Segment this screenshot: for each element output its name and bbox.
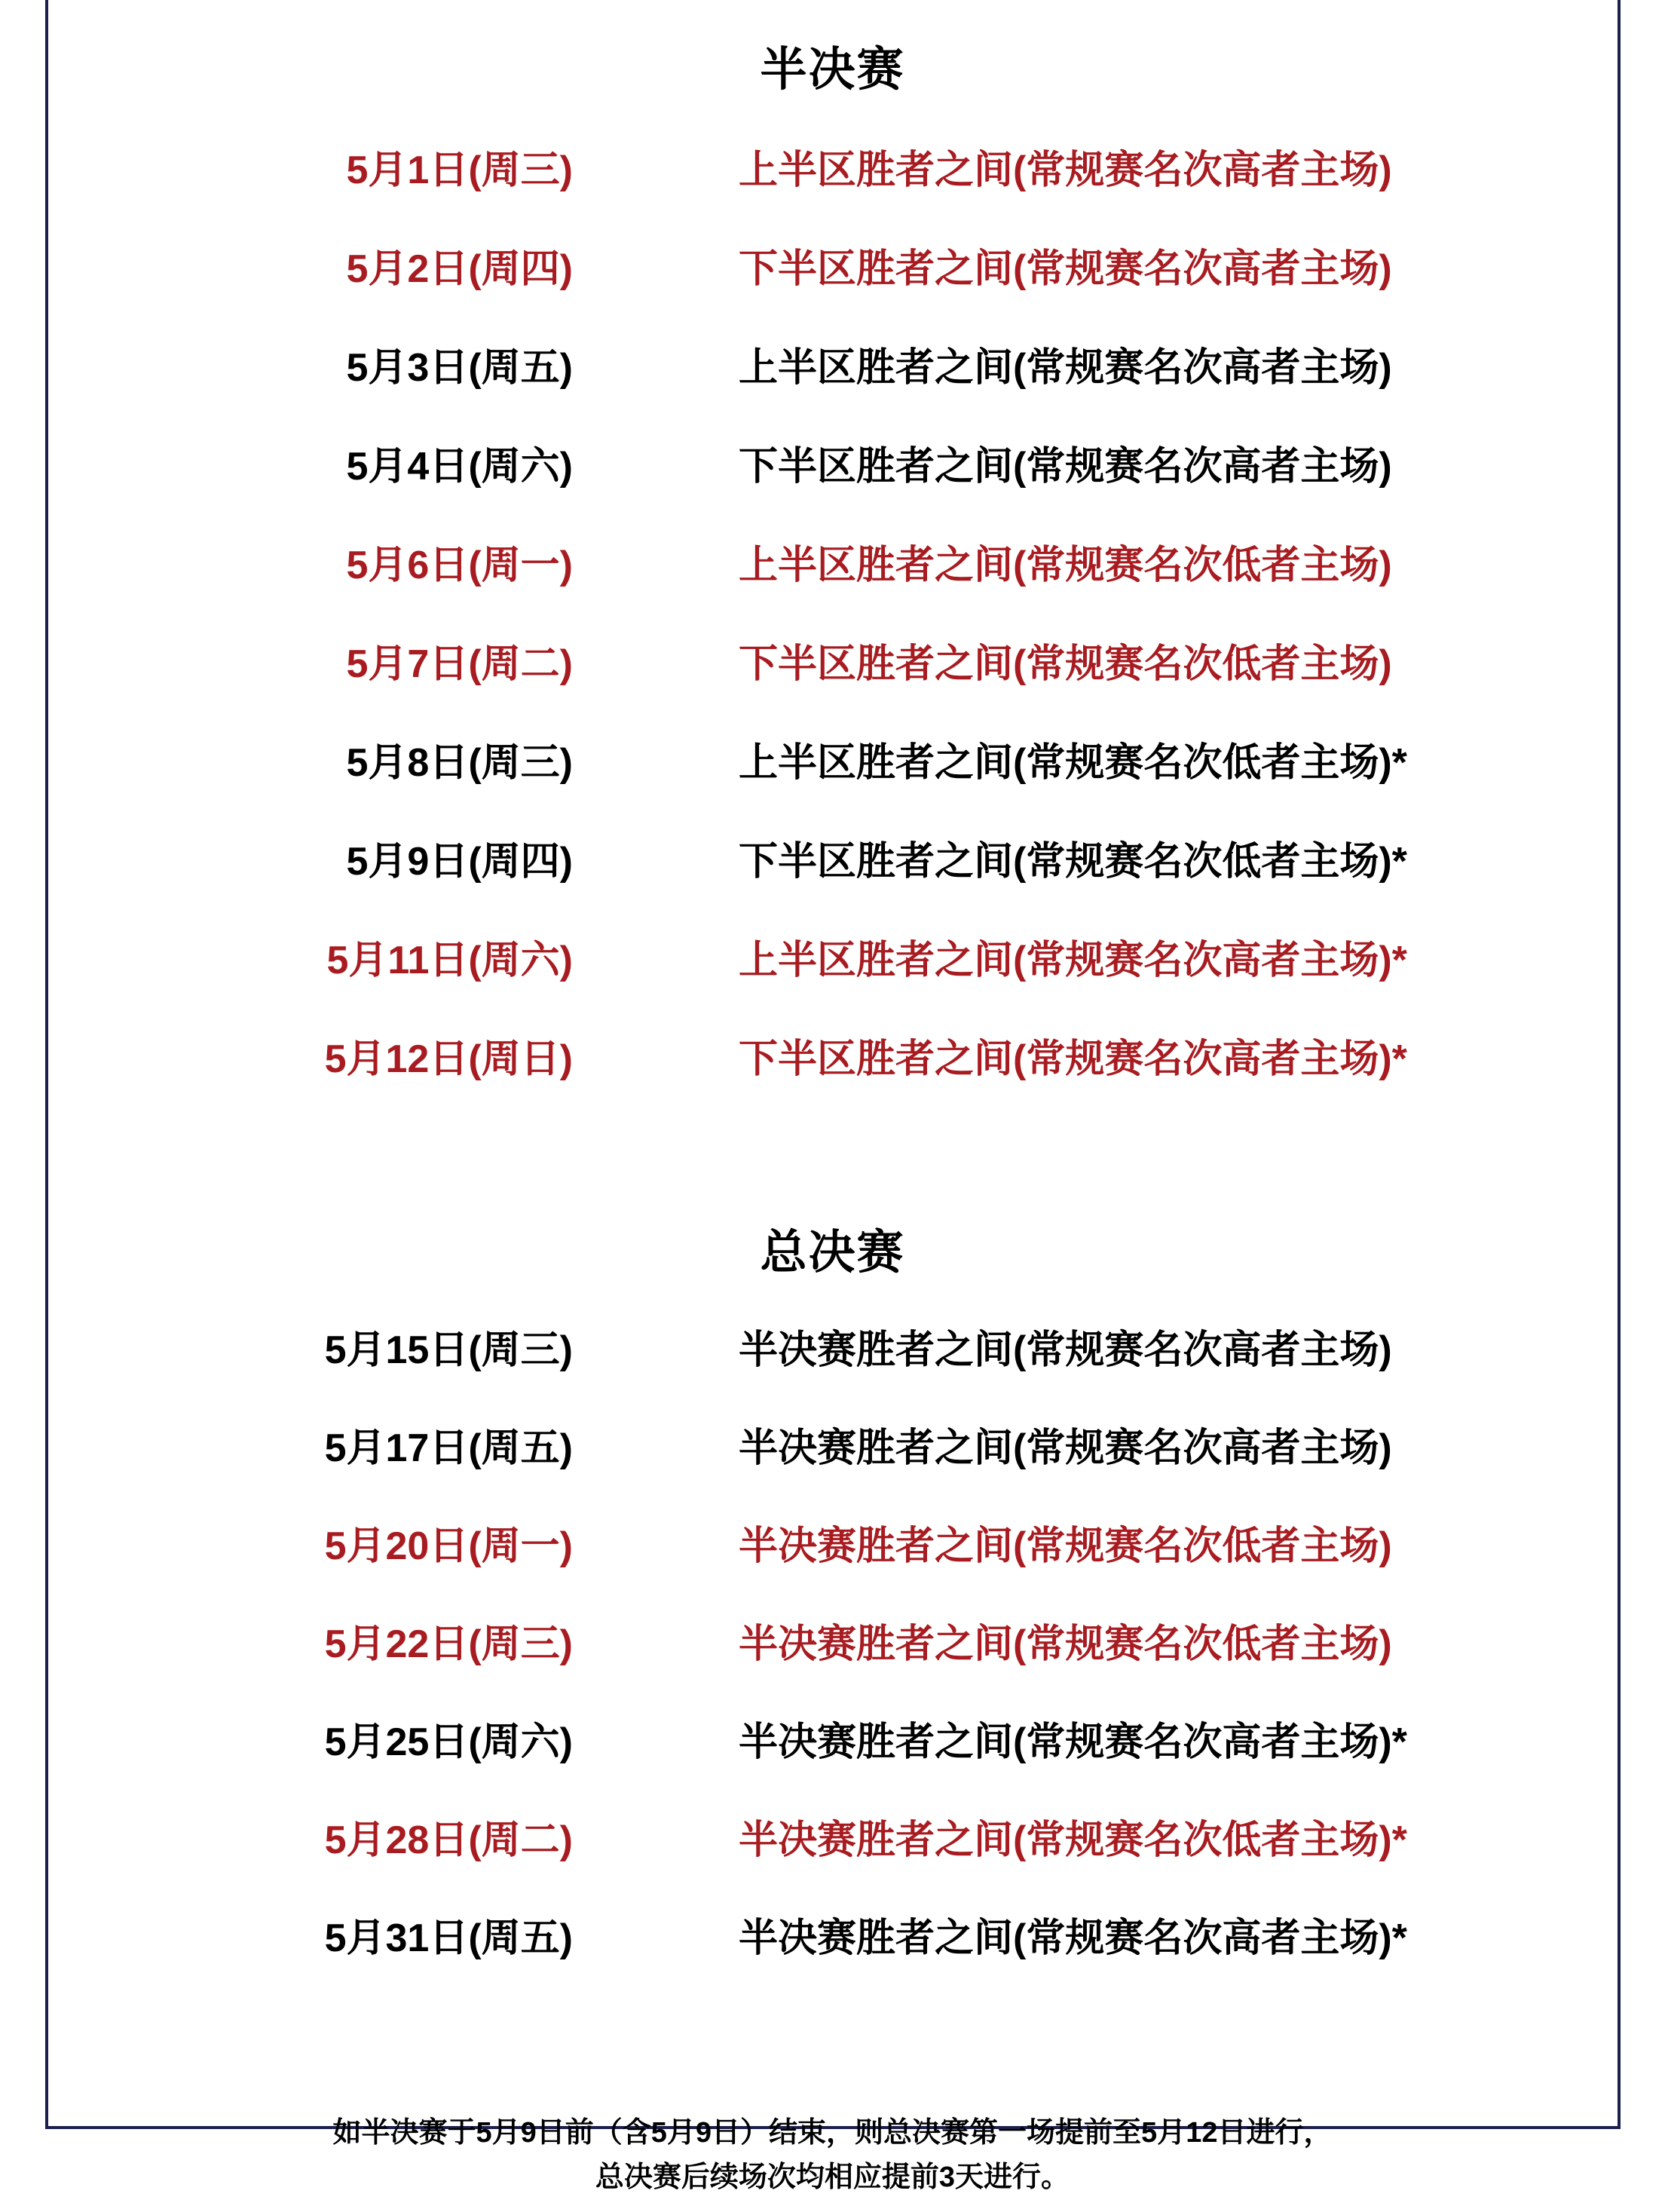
footnote-line-1: 如半决赛于5月9日前（含5月9日）结束，则总决赛第一场提前至5月12日进行，	[332, 2117, 1333, 2149]
game-matchup: 上半区胜者之间(常规赛名次高者主场)*	[739, 939, 1407, 982]
schedule-row	[0, 1710, 1665, 1808]
schedule-row	[0, 1027, 1665, 1126]
game-date: 5月6日(周一)	[346, 544, 573, 587]
game-date: 5月3日(周五)	[346, 346, 573, 390]
footnote	[0, 2111, 1665, 2200]
game-date: 5月25日(周六)	[324, 1720, 573, 1764]
schedule-row	[0, 632, 1665, 731]
game-matchup: 上半区胜者之间(常规赛名次低者主场)	[739, 544, 1392, 587]
schedule-row	[0, 1906, 1665, 2004]
game-date: 5月22日(周三)	[324, 1622, 573, 1666]
final-section-title: 总决赛	[760, 1227, 905, 1279]
game-matchup: 上半区胜者之间(常规赛名次高者主场)	[739, 346, 1392, 390]
game-matchup: 下半区胜者之间(常规赛名次低者主场)*	[739, 840, 1407, 884]
game-date: 5月8日(周三)	[346, 741, 573, 785]
game-matchup: 半决赛胜者之间(常规赛名次低者主场)*	[739, 1818, 1407, 1862]
game-matchup: 下半区胜者之间(常规赛名次高者主场)	[739, 247, 1392, 291]
game-matchup: 上半区胜者之间(常规赛名次高者主场)	[739, 149, 1392, 192]
game-date: 5月11日(周六)	[326, 939, 573, 982]
schedule-row	[0, 1416, 1665, 1514]
game-matchup: 半决赛胜者之间(常规赛名次低者主场)	[739, 1524, 1392, 1568]
schedule-row	[0, 434, 1665, 533]
game-date: 5月15日(周三)	[324, 1328, 573, 1372]
schedule-row	[0, 1808, 1665, 1906]
schedule-row	[0, 237, 1665, 335]
final-schedule-list	[0, 1318, 1665, 2004]
game-date: 5月2日(周四)	[346, 247, 573, 291]
semifinal-section-title: 半决赛	[760, 44, 905, 96]
game-date: 5月20日(周一)	[324, 1524, 573, 1568]
game-matchup: 下半区胜者之间(常规赛名次高者主场)*	[739, 1037, 1407, 1081]
game-matchup: 下半区胜者之间(常规赛名次低者主场)	[739, 642, 1392, 686]
game-date: 5月1日(周三)	[346, 149, 573, 192]
schedule-row	[0, 829, 1665, 928]
schedule-row	[0, 138, 1665, 237]
game-date: 5月7日(周二)	[346, 642, 573, 686]
semifinal-schedule-list	[0, 138, 1665, 1126]
game-date: 5月17日(周五)	[324, 1426, 573, 1470]
game-matchup: 半决赛胜者之间(常规赛名次高者主场)	[739, 1426, 1392, 1470]
game-date: 5月9日(周四)	[346, 840, 573, 884]
schedule-row	[0, 928, 1665, 1027]
game-matchup: 半决赛胜者之间(常规赛名次低者主场)	[739, 1622, 1392, 1666]
game-date: 5月12日(周日)	[324, 1037, 573, 1081]
footnote-line-2: 总决赛后续场次均相应提前3天进行。	[595, 2161, 1070, 2193]
game-matchup: 半决赛胜者之间(常规赛名次高者主场)*	[739, 1916, 1407, 1960]
game-date: 5月31日(周五)	[324, 1916, 573, 1960]
schedule-row	[0, 731, 1665, 829]
game-date: 5月4日(周六)	[346, 445, 573, 489]
schedule-row	[0, 1318, 1665, 1416]
schedule-row	[0, 1612, 1665, 1710]
game-date: 5月28日(周二)	[324, 1818, 573, 1862]
schedule-row	[0, 533, 1665, 632]
game-matchup: 半决赛胜者之间(常规赛名次高者主场)*	[739, 1720, 1407, 1764]
schedule-row	[0, 335, 1665, 434]
game-matchup: 上半区胜者之间(常规赛名次低者主场)*	[739, 741, 1407, 785]
schedule-row	[0, 1514, 1665, 1612]
game-matchup: 下半区胜者之间(常规赛名次高者主场)	[739, 445, 1392, 489]
game-matchup: 半决赛胜者之间(常规赛名次高者主场)	[739, 1328, 1392, 1372]
